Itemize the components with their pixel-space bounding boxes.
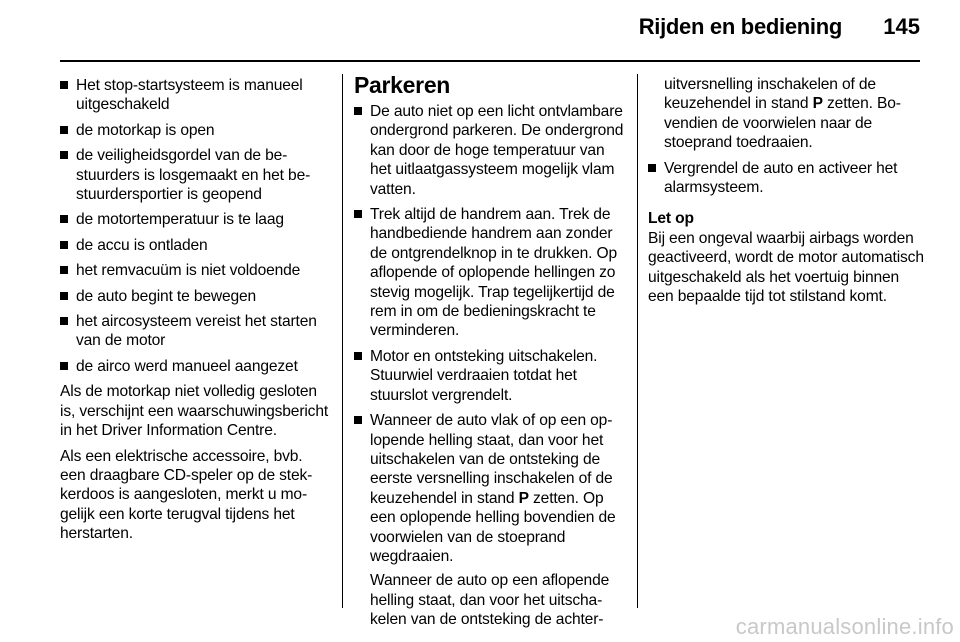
square-bullet-icon [60, 317, 68, 325]
column-left [60, 76, 332, 550]
square-bullet-icon [60, 292, 68, 300]
list-item: het remvacuüm is niet voldoende [60, 261, 332, 280]
watermark: carmanualsonline.info [735, 614, 954, 639]
column-divider-2 [637, 74, 638, 608]
column-middle [354, 72, 626, 636]
body-paragraph: uitversnelling inschakelen of de keuzehendel in stand P zetten. Bovendien de voorwielen naar de stoeprand toedraaien. [664, 76, 901, 152]
gear-position-label: P [518, 489, 529, 507]
page-header-title: Rijden en bediening [638, 14, 842, 39]
body-paragraph: Als een elektrische accessoire, bvb. een draagbare CD-speler op de stekkerdoos is aangesloten, merkt u mogelijk een korte terugval tijdens het herstarten. [60, 447, 313, 543]
list-item: de motorkap is open [60, 121, 332, 140]
header-divider [60, 60, 920, 62]
note-heading: Let op [648, 210, 694, 228]
square-bullet-icon [354, 107, 362, 115]
parking-list [354, 102, 626, 566]
square-bullet-icon [354, 210, 362, 218]
list-item: het aircosysteem vereist het starten van de motor [60, 312, 332, 351]
square-bullet-icon [60, 126, 68, 134]
list-item: Wanneer de auto vlak of op een oplopende helling staat, dan voor het uitschakelen van de ontsteking de eerste versnelling inschakelen of de keuzehendel in stand P zetten. Op een oplopende helling bovendien de voorwielen van de stoeprand wegdraaien. [354, 411, 626, 566]
square-bullet-icon [648, 164, 656, 172]
list-item: de veiligheidsgordel van de bestuurders is losgemaakt en het bestuurdersportier is geopend [60, 146, 332, 204]
square-bullet-icon [354, 352, 362, 360]
list-item: De auto niet op een licht ontvlambare ondergrond parkeren. De ondergrond kan door de hoge temperatuur van het uitlaatgassysteem mogelijk vlam vatten. [354, 102, 626, 199]
list-item: de accu is ontladen [60, 236, 332, 255]
square-bullet-icon [60, 241, 68, 249]
square-bullet-icon [60, 81, 68, 89]
list-item: de auto begint te bewegen [60, 287, 332, 306]
square-bullet-icon [354, 416, 362, 424]
column-right [648, 76, 926, 312]
square-bullet-icon [60, 266, 68, 274]
list-item: Het stop-startsysteem is manueel uitgeschakeld [60, 76, 332, 115]
note-text: Bij een ongeval waarbij airbags worden geactiveerd, wordt de motor automatisch uitgeschakeld als het voertuig binnen een bepaalde tijd tot stilstand komt. [648, 229, 924, 306]
list-item: Trek altijd de handrem aan. Trek de handbediende handrem aan zonder de ontgrendelknop in te drukken. Op aflopende of oplopende hellingen zo stevig mogelijk. Trap tegelijkertijd de rem in om de bedieningskracht te verminderen. [354, 205, 626, 341]
section-heading: Parkeren [354, 72, 451, 98]
square-bullet-icon [60, 151, 68, 159]
list-item: Motor en ontsteking uitschakelen. Stuurwiel verdraaien totdat het stuurslot vergrendelt. [354, 347, 626, 405]
list-item: Vergrendel de auto en activeer het alarmsysteem. [648, 159, 926, 198]
gear-position-label: P [812, 95, 823, 113]
page-number: 145 [883, 14, 920, 39]
column-divider-1 [342, 74, 343, 608]
body-paragraph: Als de motorkap niet volledig gesloten is, verschijnt een waarschuwingsbericht in het Driver Information Centre. [60, 383, 329, 440]
parking-list-continued [648, 159, 926, 198]
condition-list [60, 76, 332, 376]
square-bullet-icon [60, 362, 68, 370]
square-bullet-icon [60, 215, 68, 223]
body-paragraph: Wanneer de auto op een aflopende helling staat, dan voor het uitschakelen van de ontsteking de achter- [370, 572, 610, 629]
list-item: de motortemperatuur is te laag [60, 210, 332, 229]
list-item: de airco werd manueel aangezet [60, 357, 332, 376]
